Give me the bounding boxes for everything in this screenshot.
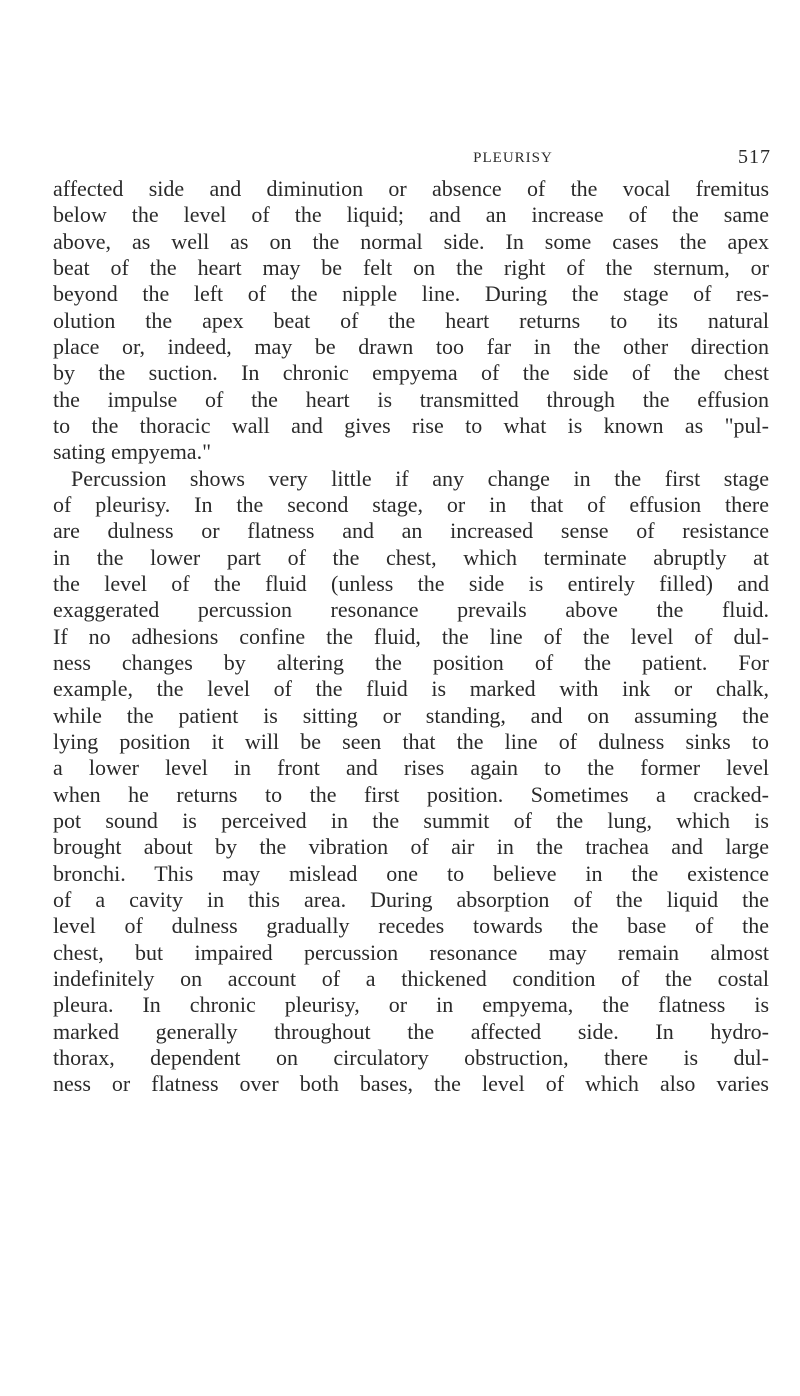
text-line: level of dulness gradually recedes towards the base of the xyxy=(53,913,769,939)
page-number: 517 xyxy=(738,146,771,168)
text-line: chest, but impaired percussion resonance may remain almost xyxy=(53,939,769,965)
text-line: in the lower part of the chest, which terminate abruptly at xyxy=(53,544,769,570)
text-line: a lower level in front and rises again to the former level xyxy=(53,755,769,781)
text-line: by the suction. In chronic empyema of the side of the chest xyxy=(53,360,769,386)
text-line: are dulness or flatness and an increased sense of resistance xyxy=(53,518,769,544)
running-title: PLEURISY xyxy=(473,150,553,166)
text-line: beat of the heart may be felt on the right of the sternum, or xyxy=(53,254,769,280)
text-line: while the patient is sitting or standing, and on assuming the xyxy=(53,702,769,728)
text-line: of a cavity in this area. During absorption of the liquid the xyxy=(53,886,769,912)
text-line: the level of the fluid (unless the side is entirely filled) and xyxy=(53,570,769,596)
text-line: to the thoracic wall and gives rise to what is known as "pul- xyxy=(53,412,769,438)
text-line: below the level of the liquid; and an increase of the same xyxy=(53,202,769,228)
text-line: thorax, dependent on circulatory obstruction, there is dul- xyxy=(53,1044,769,1070)
text-line: olution the apex beat of the heart returns to its natural xyxy=(53,307,769,333)
text-line: Percussion shows very little if any change in the first stage xyxy=(71,465,769,491)
text-line: the impulse of the heart is transmitted through the effusion xyxy=(53,386,769,412)
text-line: ness changes by altering the position of the patient. For xyxy=(53,649,769,675)
text-line: sating empyema." xyxy=(53,439,212,465)
text-line: pot sound is perceived in the summit of the lung, which is xyxy=(53,807,769,833)
text-line: of pleurisy. In the second stage, or in that of effusion there xyxy=(53,491,769,517)
text-line: affected side and diminution or absence of the vocal fremitus xyxy=(53,176,769,201)
page-header xyxy=(253,146,773,176)
text-line: marked generally throughout the affected side. In hydro- xyxy=(53,1018,769,1044)
text-line: indefinitely on account of a thickened condition of the costal xyxy=(53,965,769,991)
text-line: place or, indeed, may be drawn too far in the other direction xyxy=(53,333,769,359)
text-line: exaggerated percussion resonance prevails above the fluid. xyxy=(53,597,769,623)
text-line: example, the level of the fluid is marked with ink or chalk, xyxy=(53,676,769,702)
body-text xyxy=(53,176,769,1097)
text-line: pleura. In chronic pleurisy, or in empyema, the flatness is xyxy=(53,992,769,1018)
text-line: above, as well as on the normal side. In some cases the apex xyxy=(53,228,769,254)
text-line: when he returns to the first position. Sometimes a cracked- xyxy=(53,781,769,807)
text-line: ness or flatness over both bases, the level of which also varies xyxy=(53,1071,769,1097)
text-line: bronchi. This may mislead one to believe in the existence xyxy=(53,860,769,886)
text-line: If no adhesions confine the fluid, the line of the level of dul- xyxy=(53,623,769,649)
text-line: lying position it will be seen that the line of dulness sinks to xyxy=(53,728,769,754)
text-line: brought about by the vibration of air in the trachea and large xyxy=(53,834,769,860)
text-line: beyond the left of the nipple line. During the stage of res- xyxy=(53,281,769,307)
